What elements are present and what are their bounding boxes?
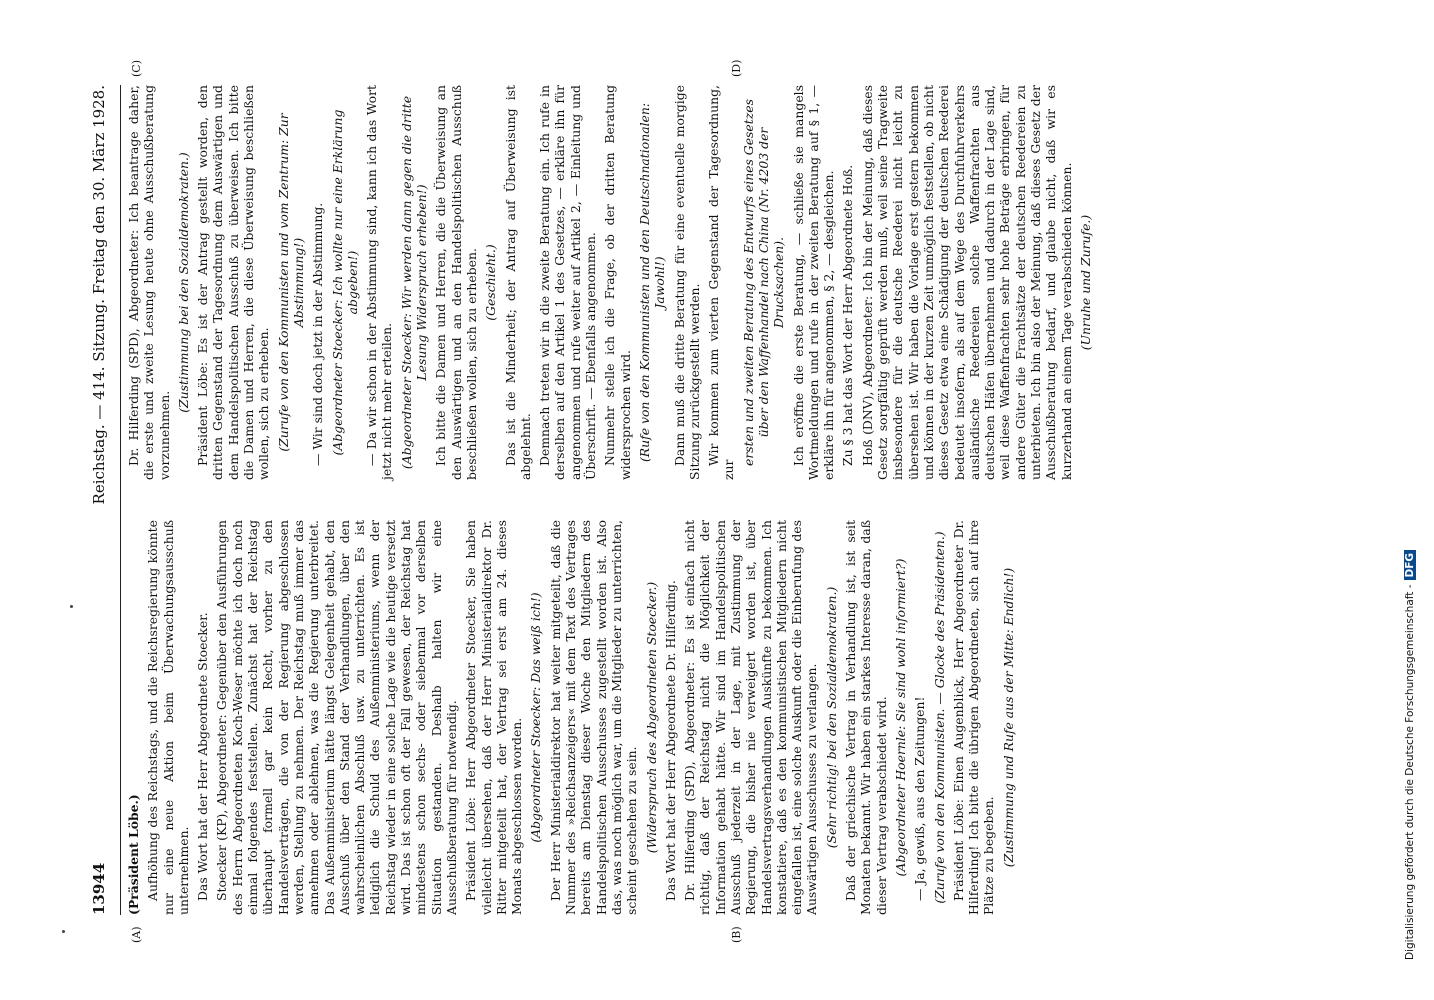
paragraph: Daß der griechische Vertrag in Verhandlung ist, ist seit Monaten bekannt. Wir haben ein starkes Interesse daran, daß dieser Vertrag verabschiedet wird. xyxy=(843,520,889,915)
paragraph: Dr. Hilferding (SPD), Abgeordneter: Es ist einfach nicht richtig, daß der Reichstag nicht die Möglichkeit der Information gehabt hätte. Wir sind im Handelspolitischen Ausschuß jederzeit in der Lage, mit Zustimmung der Regierung, die bisher nie verweigert worden ist, über Handelsvertragsverhandlungen Auskünfte zu bekommen. Ich konstatiere, daß es den kommunistischen Mitgliedern nicht eingefallen ist, eine solche Auskunft oder die Einberufung des Auswärtigen Ausschusses zu verlangen. xyxy=(682,520,820,915)
paragraph: Demnach treten wir in die zweite Beratung ein. Ich rufe in derselben auf den Artikel 1 des Gesetzes, — erkläre ihn für angenommen und rufe weiter auf Artikel 2, — Einleitung und Überschrift. — Ebenfalls angenommen. xyxy=(537,85,599,480)
interjection: (Abgeordneter Stoecker: Ich wollte nur eine Erklärung abgeben!) xyxy=(329,109,360,456)
page-number: 13944 xyxy=(90,862,108,915)
paragraph: Ich eröffne die erste Beratung, — schließe sie mangels Wortmeldungen und rufe in der zweiten Beratung auf § 1, — erkläre ihn für angenommen, § 2, — desgleichen. xyxy=(790,85,837,480)
margin-mark-a: (A) xyxy=(130,926,143,943)
interjection: (Widerspruch des Abgeordneten Stoecker.) xyxy=(643,581,659,854)
paragraph: Das Wort hat der Herr Abgeordnete Stoecker. xyxy=(195,612,211,901)
interjection: (Zurufe von den Kommunisten und vom Zentrum: Zur Abstimmung!) xyxy=(275,113,306,452)
paragraph: Wir kommen zum vierten Gegenstand der Tagesordnung, zur xyxy=(706,85,737,480)
interjection: ersten und zweiten Beratung des Entwurfs eines Gesetzes über den Waffenhandel nach China (Nr. 4203 der Drucksachen). xyxy=(740,99,787,466)
paragraph: Der Herr Ministerialdirektor hat weiter mitgeteilt, daß die Nummer des »Reichsanzeigers« mit dem Text des Vertrages bereits am Dienstag dieser Woche den Mitgliedern des Handelspolitischen Ausschusses zugestellt worden ist. Also das, was noch möglich war, um die Mitglieder zu unterrichten, scheint geschehen zu sein. xyxy=(547,520,640,915)
interjection: (Abgeordneter Stoecker: Das weiß ich!) xyxy=(528,592,544,843)
interjection: (Rufe von den Kommunisten und den Deutschnationalen: Jawohl!) xyxy=(636,102,668,463)
scan-speck xyxy=(62,930,65,933)
credit-text: Digitalisierung gefördert durch die Deutsche Forschungsgemeinschaft - xyxy=(1404,584,1416,960)
interjection: (Zustimmung und Rufe aus der Mitte: Endlich!) xyxy=(1000,567,1016,868)
margin-mark-b: (B) xyxy=(730,926,743,943)
paragraph: Nunmehr stelle ich die Frage, ob der dritten Beratung widersprochen wird. xyxy=(602,85,633,480)
paragraph: Präsident Löbe: Einen Augenblick, Herr Abgeordneter Dr. Hilferding! Ich bitte die übrigen Abgeordneten, sich auf ihre Plätze zu begeben. xyxy=(950,520,997,915)
digitization-credit xyxy=(1404,40,1426,960)
paragraph: Das ist die Minderheit; der Antrag auf Überweisung ist abgelehnt. xyxy=(502,85,533,480)
paragraph: Dr. Hilferding (SPD), Abgeordneter: Ich beantrage daher, die erste und zweite Lesung heute ohne Ausschußberatung vorzunehmen. xyxy=(126,85,172,480)
paragraph: Aufhöhung des Reichstags, und die Reichsregierung könnte nur eine neue Aktion beim Überwachungsausschuß unternehmen. xyxy=(145,520,191,915)
interjection: (Zustimmung bei den Sozialdemokraten.) xyxy=(175,152,191,413)
paragraph: — Da wir schon in der Abstimmung sind, kann ich das Wort jetzt nicht mehr erteilen. xyxy=(364,85,395,480)
left-column xyxy=(126,520,1020,915)
margin-mark-c: (C) xyxy=(130,60,143,77)
dfg-logo: DFG xyxy=(1404,550,1416,581)
paragraph: Ich bitte die Damen und Herren, die die Überweisung an den Auswärtigen und an den Handelspolitischen Ausschuß beschließen wollen, sich zu erheben. xyxy=(433,85,479,480)
interjection: (Geschieht.) xyxy=(483,244,499,321)
paragraph: Stoecker (KP), Abgeordneter: Gegenüber den Ausführungen des Herrn Abgeordneten Koch-Weser möchte ich doch noch einmal folgendes feststellen. Zunächst hat der Reichstag überhaupt formell gar kein Recht, vorher zu den Handelsverträgen, die von der Regierung abgeschlossen werden, Stellung zu nehmen. Der Reichstag muß immer das annehmen oder ablehnen, was die Regierung unterbreitet. Das Außenministerium hätte längst Gelegenheit gehabt, den Ausschuß über den Stand der Verhandlungen, über den wahrscheinlichen Abschluß usw. zu unterrichten. Es ist lediglich die Schuld des Außenministeriums, wenn der Reichstag wieder in eine solche Lage wie die heutige versetzt wird. Das ist schon oft der Fall gewesen, der Reichstag hat mindestens schon sechs- oder siebenmal vor derselben Situation gestanden. Deshalb halten wir eine Ausschußberatung für notwendig. xyxy=(214,520,459,915)
interjection: (Sehr richtig! bei den Sozialdemokraten.) xyxy=(823,586,839,849)
paragraph: Hoß (DNV), Abgeordneter: Ich bin der Meinung, daß dieses Gesetz sorgfältig geprüft werden muß, weil seine Tragweite insbesondere für die deutsche Reederei nicht leicht zu übersehen ist. Wir haben die Vorlage erst gestern bekommen und können in der kurzen Zeit unmöglich feststellen, ob nicht dieses Gesetz etwa eine Schädigung der deutschen Reederei bedeutet insofern, als auf dem Wege des Durchfuhrverkehrs ausländische Reedereien solche Waffenfrachten aus deutschen Häfen übernehmen und dadurch in der Lage sind, weil diese Waffenfrachten sehr hohe Beträge erbringen, für andere Güter die Frachtsätze der deutschen Reedereien zu unterbieten. Ich bin also der Meinung, daß dieses Gesetz der Ausschußberatung bedarf, und glaube nicht, daß wir es kurzerhand an einem Tage verabschieden können. xyxy=(859,85,1074,480)
margin-mark-d: (D) xyxy=(730,59,743,77)
document-page xyxy=(90,59,1410,943)
page-title: Reichstag. — 414. Sitzung. Freitag den 30. März 1928. xyxy=(90,85,108,505)
paragraph: — Ja, gewiß, aus den Zeitungen! xyxy=(912,696,928,901)
scan-speck xyxy=(70,605,73,608)
paragraph: Präsident Löbe: Es ist der Antrag gestellt worden, den dritten Gegenstand der Tagesordnung dem Auswärtigen und dem Handelspolitischen Ausschuß zu überweisen. Ich bitte die Damen und Herren, die diese Überweisung beschließen wollen, sich zu erheben. xyxy=(195,85,272,480)
paragraph: Das Wort hat der Herr Abgeordnete Dr. Hilferding. xyxy=(662,580,678,901)
paragraph: Dann muß die dritte Beratung für eine eventuelle morgige Sitzung zurückgestellt werden. xyxy=(671,85,702,480)
paragraph: (Präsident Löbe.) xyxy=(126,794,141,915)
interjection: (Abgeordneter Hoernle: Sie sind wohl informiert?) xyxy=(892,558,908,877)
interjection: (Unruhe und Zurufe.) xyxy=(1077,214,1093,351)
page-header xyxy=(90,85,121,915)
paragraph: Zu § 3 hat das Wort der Herr Abgeordnete Hoß. xyxy=(840,164,856,466)
interjection: (Abgeordneter Stoecker: Wir werden dann gegen die dritte Lesung Widerspruch erheben!) xyxy=(398,95,430,470)
paragraph: — Wir sind doch jetzt in der Abstimmung. xyxy=(310,202,326,466)
paragraph: Präsident Löbe: Herr Abgeordneter Stoecker, Sie haben vielleicht übersehen, daß der Herr Ministerialdirektor Dr. Ritter mitgeteilt hat, der Vertrag sei erst am 24. dieses Monats abgeschlossen worden. xyxy=(463,520,525,915)
interjection: (Zurufe von den Kommunisten. — Glocke des Präsidenten.) xyxy=(931,531,947,904)
right-column xyxy=(126,85,1097,480)
